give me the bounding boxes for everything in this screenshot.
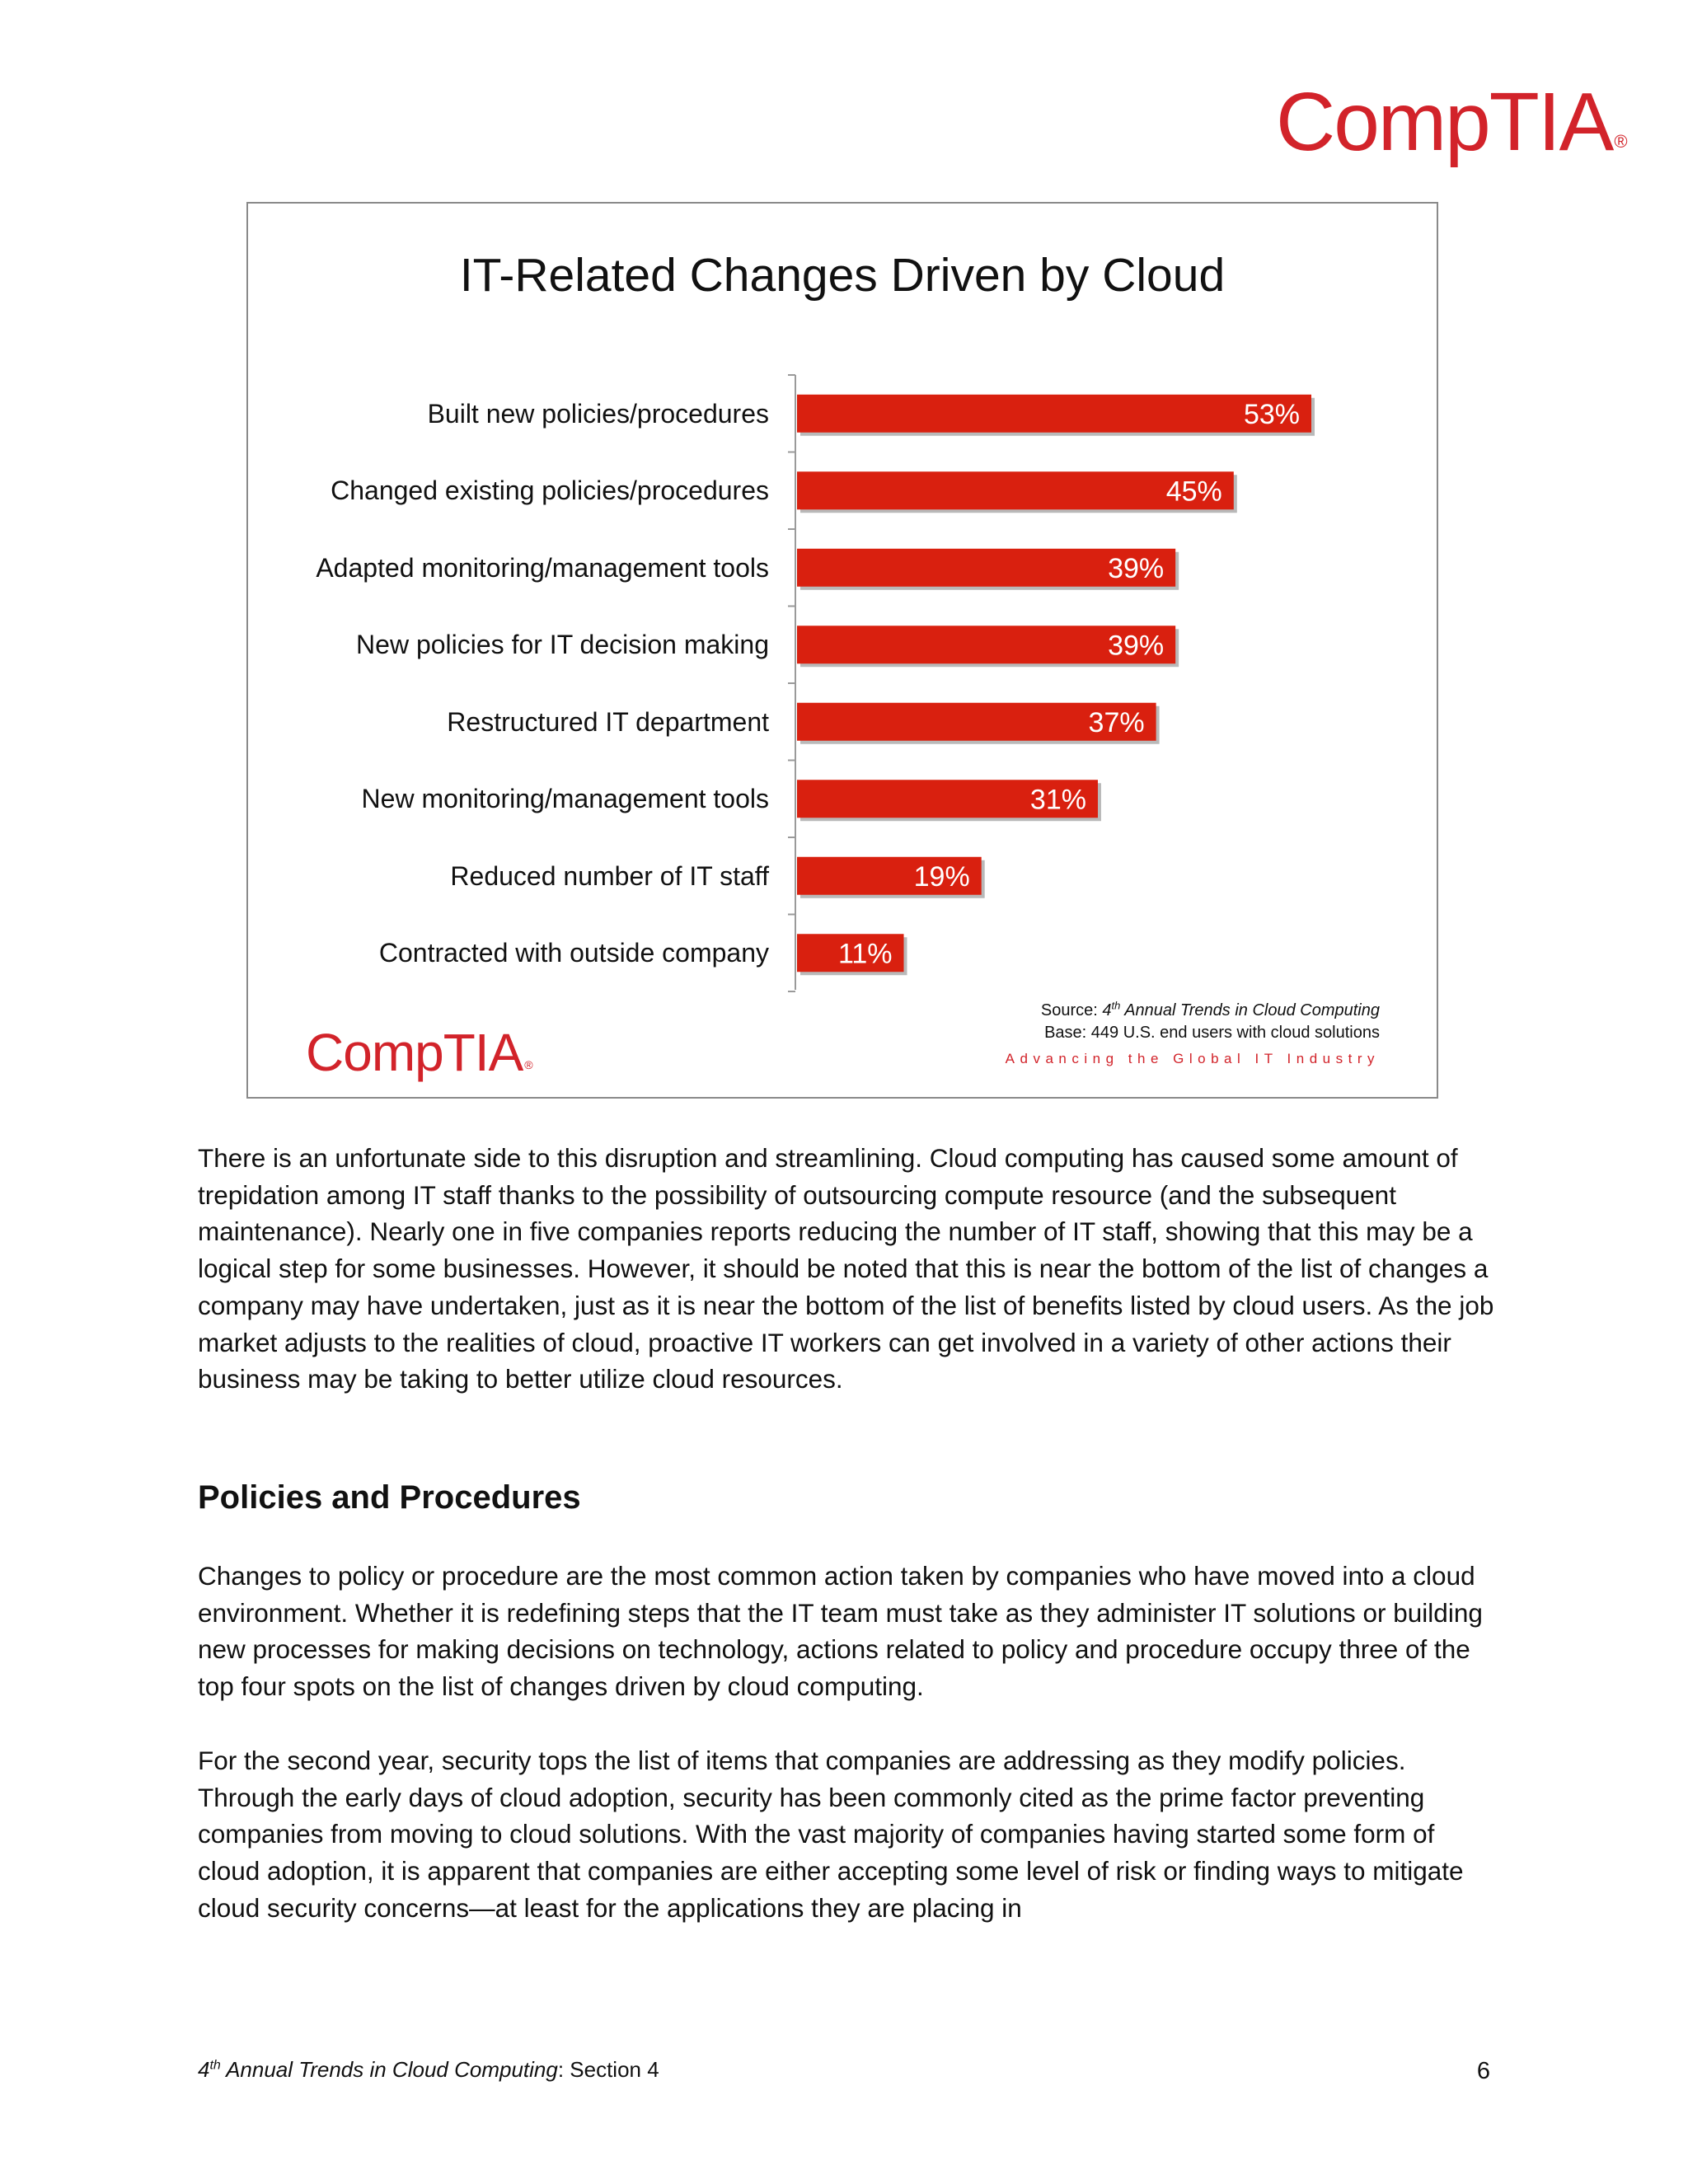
- data-label: 31%: [1029, 784, 1086, 816]
- footer-section: : Section 4: [557, 2057, 659, 2082]
- data-label: 39%: [1108, 630, 1165, 662]
- category-label: Reduced number of IT staff: [450, 860, 769, 891]
- source-ordinal: 4: [1102, 1001, 1112, 1019]
- chart-figure: [246, 202, 1438, 1099]
- body-paragraph-1: There is an unfortunate side to this disruption and streamlining. Cloud computing has caused some amount of trepidation among IT staff thanks to the possibility of outsourcing compute resource (and the subsequent maintenance). Nearly one in five companies reports reducing the number of IT staff, showing that this may be a logical step for some businesses. However, it should be noted that this is near the bottom of the list of changes a company may have undertaken, just as it is near the bottom of the list of benefits listed by cloud users. As the job market adjusts to the realities of cloud, proactive IT workers can get involved in a variety of other actions their business may be taking to better utilize cloud resources.: [198, 1143, 1494, 1394]
- category-label: Contracted with outside company: [378, 938, 769, 968]
- chart-tagline: Advancing the Global IT Industry: [1005, 1051, 1380, 1066]
- chart-source-note: [1041, 1000, 1380, 1021]
- data-label: 53%: [1243, 398, 1300, 430]
- chart-logo-text: CompTIA: [306, 1023, 523, 1082]
- data-label: 39%: [1108, 552, 1165, 584]
- category-label: Restructured IT department: [447, 706, 769, 737]
- page-number: 6: [1476, 2058, 1490, 2084]
- category-label: New policies for IT decision making: [356, 630, 769, 660]
- category-label: Built new policies/procedures: [427, 398, 769, 429]
- chart-base-note: Base: 449 U.S. end users with cloud solutions: [1044, 1024, 1380, 1042]
- footer-title: [198, 2055, 659, 2083]
- category-label: New monitoring/management tools: [361, 784, 769, 814]
- footer-report-title: Annual Trends in Cloud Computing: [220, 2057, 558, 2082]
- comptia-logo: [1276, 73, 1628, 191]
- chart-registered-mark: ®: [524, 1057, 533, 1071]
- footer-ordinal-suffix: th: [209, 2058, 221, 2073]
- chart-title: IT-Related Changes Driven by Cloud: [459, 249, 1226, 302]
- category-label: Changed existing policies/procedures: [331, 476, 769, 506]
- source-prefix: Source:: [1040, 1001, 1103, 1019]
- comptia-chart-logo: [306, 1019, 533, 1098]
- data-label: 19%: [913, 860, 970, 893]
- body-paragraph-2: Changes to policy or procedure are the most common action taken by companies who have moved into a cloud environment. Whether it is redefining steps that the IT team must take as they administer IT solutions or building new processes for making decisions on technology, actions related to policy and procedure occupy three of the top four spots on the list of changes driven by cloud computing.: [198, 1561, 1483, 1702]
- body-paragraph-3: For the second year, security tops the list of items that companies are addressing as they modify policies. Through the early days of cloud adoption, security has been commonly cited as the prime factor preventing companies from moving to cloud solutions. With the vast majority of companies having started some form of cloud adoption, it is apparent that companies are either accepting some level of risk or finding ways to mitigate cloud security concerns—at least for the applications they are placing in: [198, 1746, 1464, 1923]
- section-heading: Policies and Procedures: [198, 1479, 581, 1516]
- logo-text: CompTIA: [1276, 76, 1613, 168]
- source-title: Annual Trends in Cloud Computing: [1120, 1001, 1380, 1019]
- source-ordinal-suffix: th: [1111, 999, 1121, 1012]
- data-label: 45%: [1165, 476, 1222, 508]
- category-label: Adapted monitoring/management tools: [316, 552, 769, 583]
- bar: [797, 395, 1311, 433]
- data-label: 37%: [1088, 706, 1145, 738]
- footer-ordinal: 4: [198, 2057, 210, 2082]
- data-label: 11%: [837, 938, 893, 970]
- registered-mark: ®: [1614, 130, 1628, 152]
